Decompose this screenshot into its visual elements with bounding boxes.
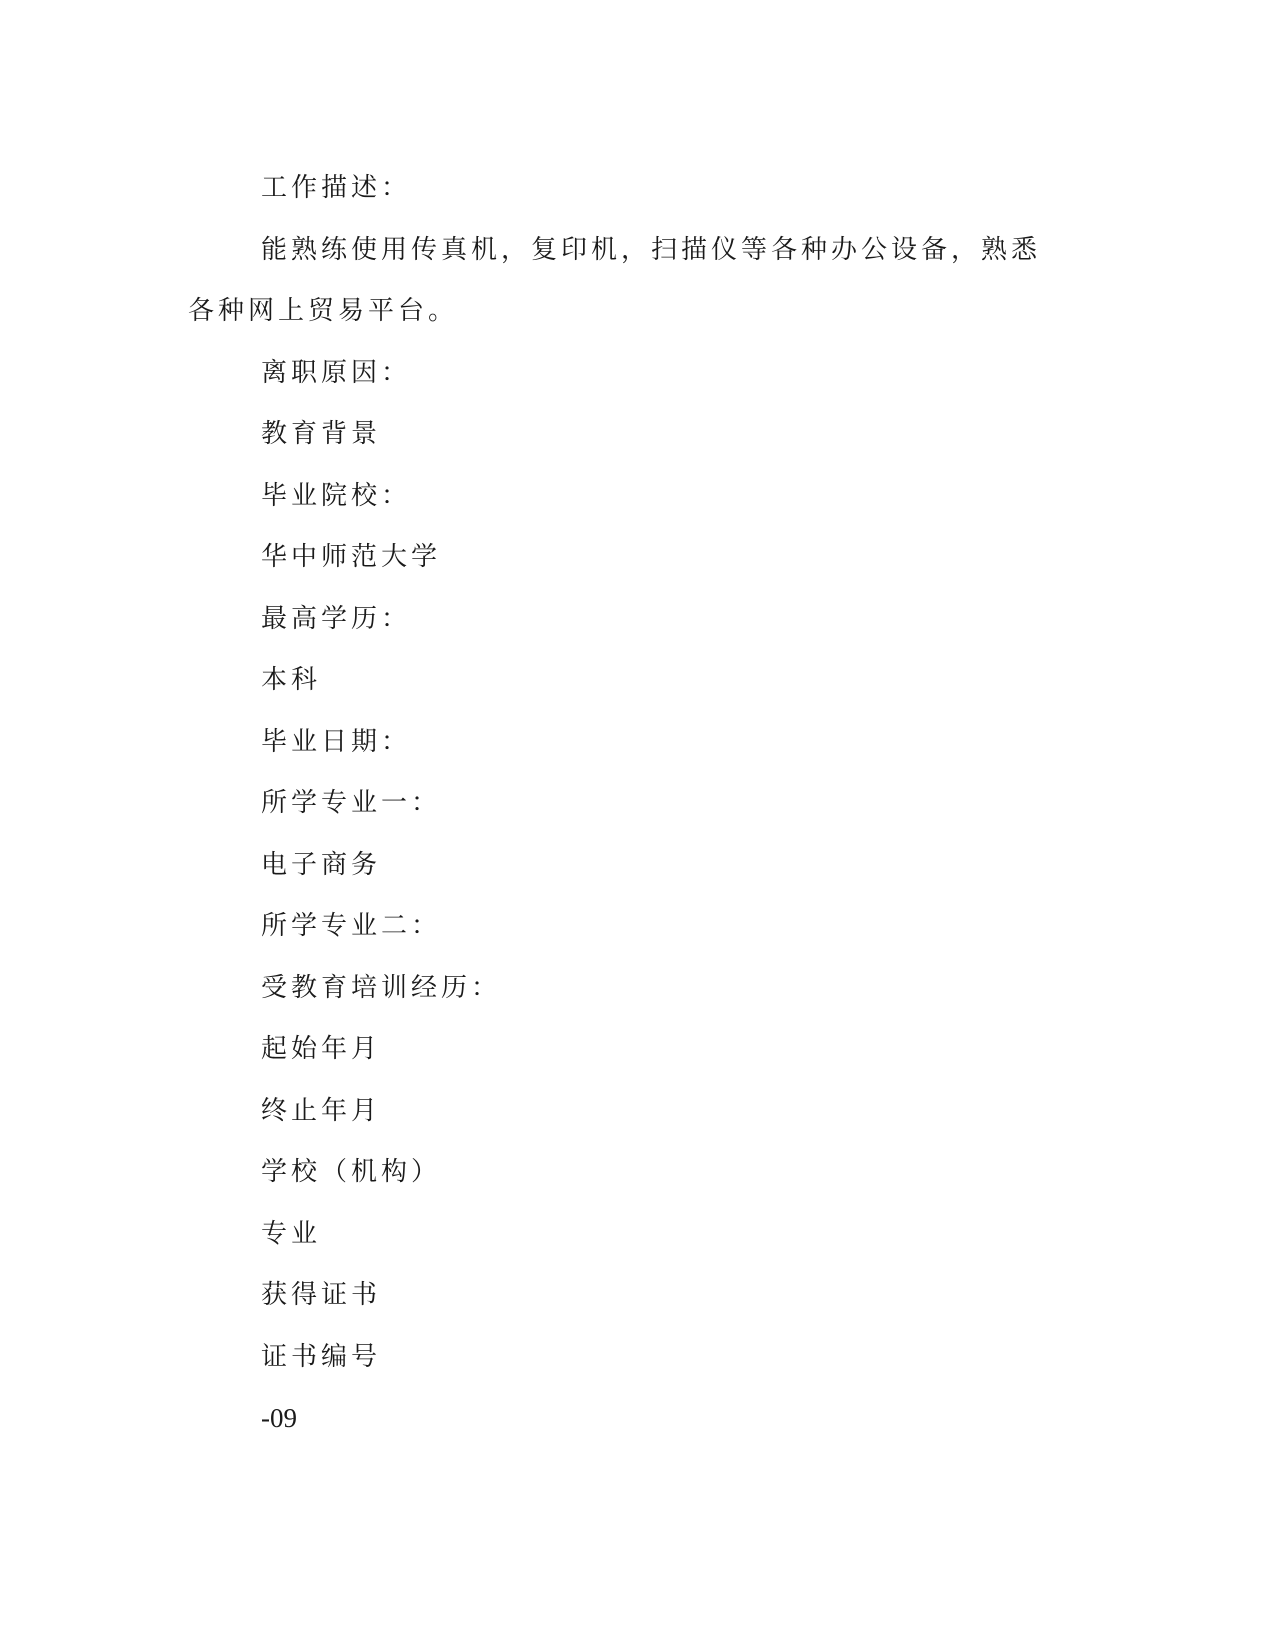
document-body: [188, 158, 1068, 1450]
paragraph-certificate: 获得证书: [261, 1280, 382, 1310]
paragraph-school-value: 华中师范大学: [261, 542, 442, 572]
paragraph-date-fragment: -09: [261, 1403, 297, 1433]
paragraph-training-label: 受教育培训经历：: [261, 972, 502, 1003]
paragraph-job-description-label: 工作描述：: [261, 173, 412, 203]
paragraph-start-date: 起始年月: [261, 1034, 382, 1064]
paragraph-major: 专业: [261, 1218, 322, 1249]
paragraph-major-two-label: 所学专业二：: [261, 911, 442, 941]
paragraph-major-one-value: 电子商务: [261, 849, 382, 880]
paragraph-leave-reason-label: 离职原因：: [261, 357, 412, 388]
paragraph-degree-value: 本科: [261, 665, 322, 695]
paragraph-certificate-number: 证书编号: [261, 1341, 382, 1372]
paragraph-institution: 学校（机构）: [261, 1157, 442, 1187]
paragraph-job-description: 能熟练使用传真机，复印机，扫描仪等各种办公设备，熟悉各种网上贸易平台。: [188, 234, 1042, 326]
paragraph-graduation-date-label: 毕业日期：: [261, 726, 412, 757]
paragraph-degree-label: 最高学历：: [261, 603, 412, 634]
paragraph-major-one-label: 所学专业一：: [261, 788, 442, 818]
paragraph-end-date: 终止年月: [261, 1095, 382, 1126]
paragraph-education-heading: 教育背景: [261, 419, 382, 449]
paragraph-school-label: 毕业院校：: [261, 480, 412, 511]
